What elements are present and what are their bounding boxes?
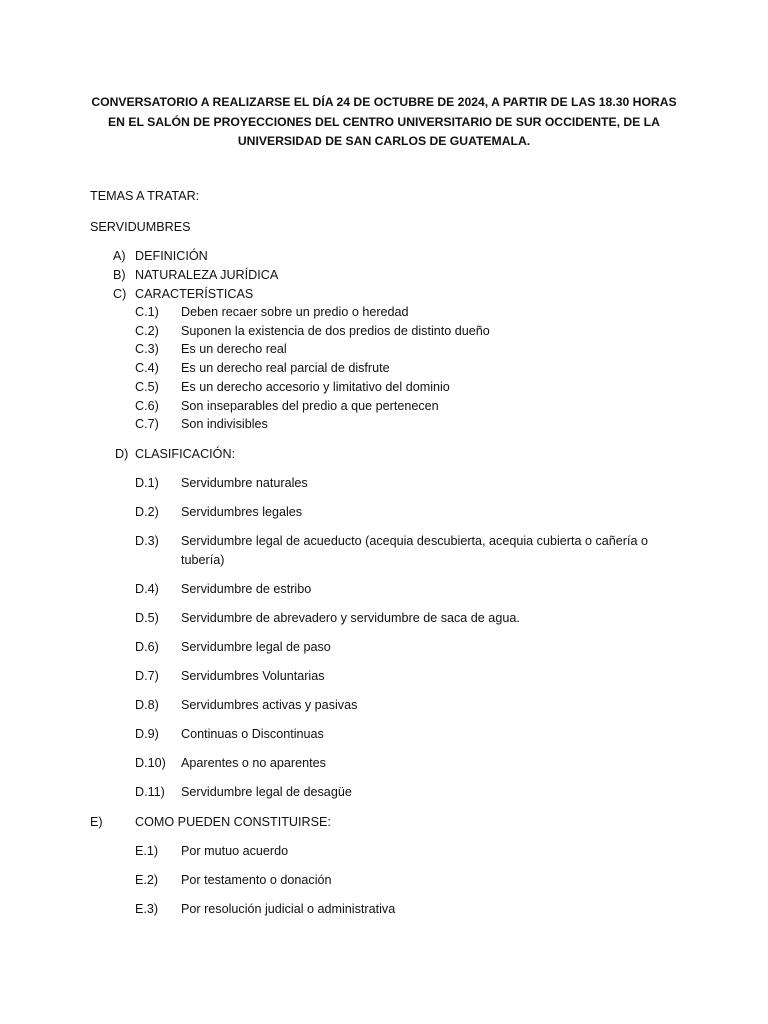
- d-item-label: D.8): [135, 698, 159, 712]
- d-item-label: D.3): [135, 534, 159, 548]
- d-item-text: Servidumbres legales: [181, 505, 303, 519]
- d-item-text: Servidumbre legal de paso: [181, 640, 331, 654]
- e-item-label: E.3): [135, 902, 159, 916]
- c-item-label: C.7): [135, 417, 159, 431]
- section-b-label: B): [113, 268, 126, 282]
- section-d-text: CLASIFICACIÓN:: [135, 447, 236, 461]
- e-item-label: E.1): [135, 844, 159, 858]
- d-item-text: Servidumbre de abrevadero y servidumbre de saca de agua.: [181, 611, 520, 625]
- section-a-label: A): [113, 249, 126, 263]
- d-item-label: D.2): [135, 505, 159, 519]
- c-item-label: C.6): [135, 399, 159, 413]
- e-item-text: Por mutuo acuerdo: [181, 844, 289, 858]
- topic-heading: SERVIDUMBRES: [90, 220, 191, 234]
- c-item-text: Son inseparables del predio a que pertenecen: [181, 399, 439, 413]
- d-item-label: D.1): [135, 476, 159, 490]
- d-item-text: Servidumbre naturales: [181, 476, 308, 490]
- d-item-label: D.5): [135, 611, 159, 625]
- d-item-text: Servidumbres Voluntarias: [181, 669, 325, 683]
- section-c-label: C): [113, 287, 127, 301]
- temas-heading: TEMAS A TRATAR:: [90, 189, 200, 203]
- c-item-text: Es un derecho real parcial de disfrute: [181, 361, 390, 375]
- c-item-label: C.4): [135, 361, 159, 375]
- c-item-label: C.1): [135, 305, 159, 319]
- d-item-label: D.9): [135, 727, 159, 741]
- d-item-label: D.7): [135, 669, 159, 683]
- d-item-text: Aparentes o no aparentes: [181, 756, 326, 770]
- d-item-text: Servidumbre legal de acueducto (acequia descubierta, acequia cubierta o cañería o tubería): [181, 534, 648, 567]
- c-item-text: Son indivisibles: [181, 417, 268, 431]
- c-item-label: C.3): [135, 342, 159, 356]
- c-item-label: C.5): [135, 380, 159, 394]
- section-d-label: D): [115, 447, 129, 461]
- document-title: CONVERSATORIO A REALIZARSE EL DÍA 24 DE OCTUBRE DE 2024, A PARTIR DE LAS 18.30 HORAS EN EL SALÓN DE PROYECCIONES DEL CENTRO UNIVERSITARIO DE SUR OCCIDENTE, DE LA UNIVERSIDAD DE SAN CARLOS DE GUATEMALA.: [91, 95, 677, 148]
- c-item-text: Es un derecho accesorio y limitativo del dominio: [181, 380, 450, 394]
- d-item-label: D.4): [135, 582, 159, 596]
- c-item-text: Es un derecho real: [181, 342, 287, 356]
- d-item-text: Servidumbre legal de desagüe: [181, 785, 352, 799]
- c-item-label: C.2): [135, 324, 159, 338]
- d-item-text: Continuas o Discontinuas: [181, 727, 324, 741]
- section-e-text: COMO PUEDEN CONSTITUIRSE:: [135, 815, 331, 829]
- d-item-label: D.11): [135, 785, 165, 799]
- d-item-text: Servidumbre de estribo: [181, 582, 312, 596]
- section-e-label: E): [90, 815, 103, 829]
- d-item-label: D.10): [135, 756, 166, 770]
- e-item-text: Por resolución judicial o administrativa: [181, 902, 396, 916]
- section-b-text: NATURALEZA JURÍDICA: [135, 268, 279, 282]
- section-c-text: CARACTERÍSTICAS: [135, 287, 254, 301]
- d-item-label: D.6): [135, 640, 159, 654]
- d-item-text: Servidumbres activas y pasivas: [181, 698, 358, 712]
- e-item-label: E.2): [135, 873, 159, 887]
- section-a-text: DEFINICIÓN: [135, 249, 208, 263]
- c-item-text: Deben recaer sobre un predio o heredad: [181, 305, 409, 319]
- e-item-text: Por testamento o donación: [181, 873, 332, 887]
- c-item-text: Suponen la existencia de dos predios de distinto dueño: [181, 324, 490, 338]
